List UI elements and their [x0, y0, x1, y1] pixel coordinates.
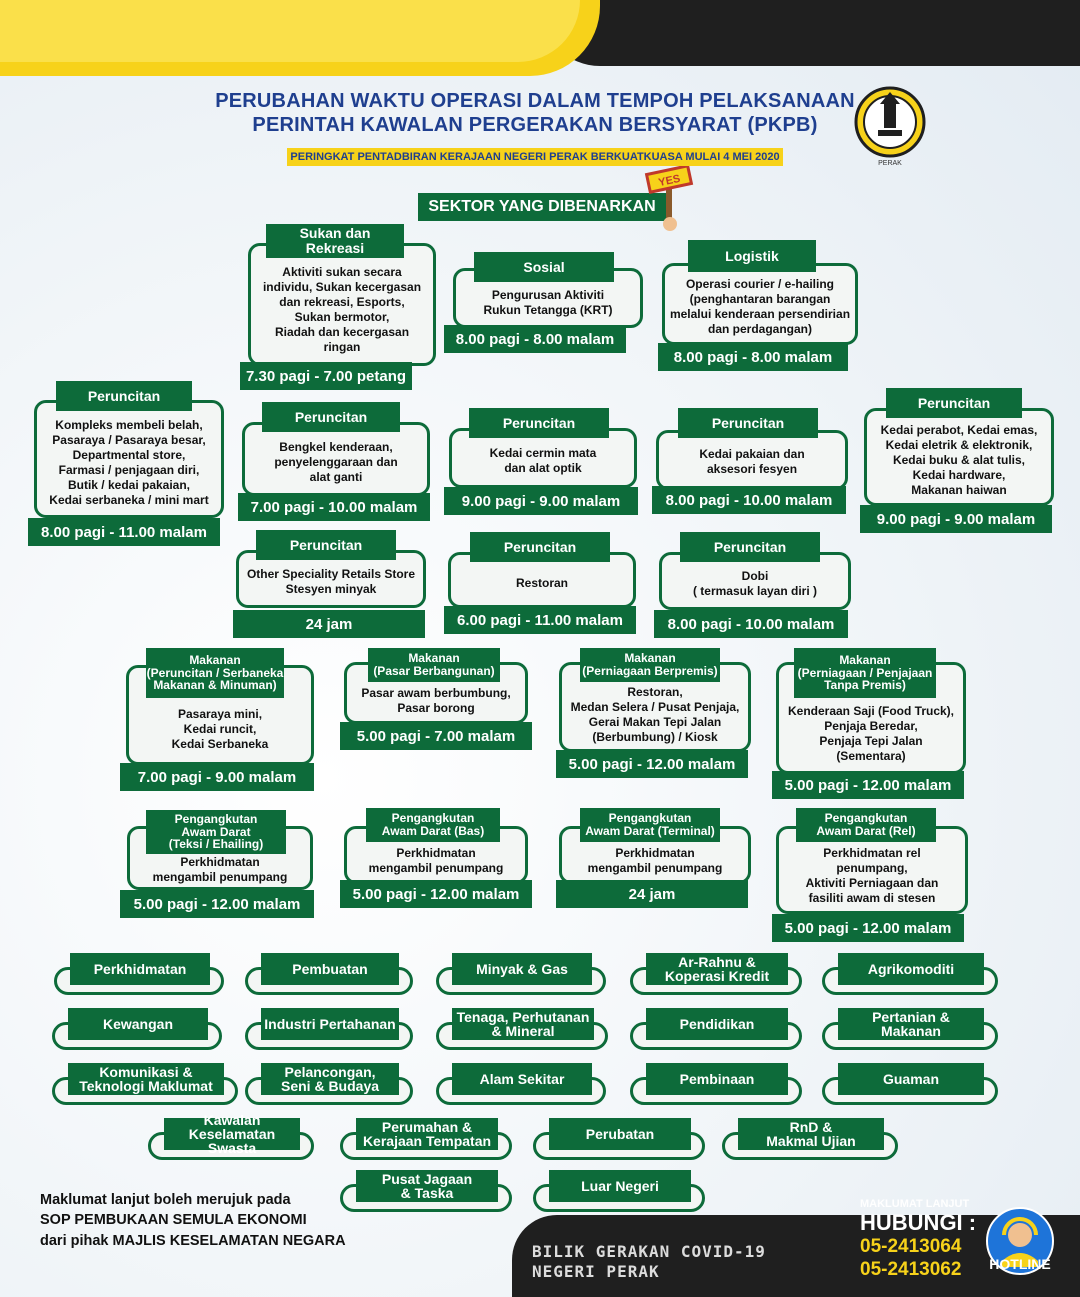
- contact-label-small: MAKLUMAT LANJUT: [860, 1198, 970, 1210]
- card-operating-hours: 5.00 pagi - 12.00 malam: [120, 890, 314, 918]
- sector-item-label: Kawalan Keselamatan Swasta: [164, 1118, 300, 1150]
- sector-item-label: Agrikomoditi: [838, 953, 984, 985]
- card-operating-hours: 7.00 pagi - 10.00 malam: [238, 493, 430, 521]
- card-category-title: Peruncitan: [56, 381, 192, 411]
- sector-item-label: Pembinaan: [646, 1063, 788, 1095]
- sector-item-label: Minyak & Gas: [452, 953, 592, 985]
- card-premises-list: Kedai pakaian dan aksesori fesyen: [699, 447, 805, 476]
- sector-item: [630, 1008, 802, 1050]
- card-premises-list: Restoran: [515, 575, 568, 590]
- sector-item: [533, 1170, 705, 1212]
- card-operating-hours: 7.30 pagi - 7.00 petang: [240, 362, 412, 390]
- card-category-title: Makanan (Perniagaan / Penjajaan Tanpa Premis): [794, 648, 936, 698]
- card-operating-hours: 5.00 pagi - 12.00 malam: [772, 771, 964, 799]
- sector-item: [245, 953, 413, 995]
- card-category-title: Pengangkutan Awam Darat (Bas): [366, 808, 500, 842]
- sop-note-line-2: SOP PEMBUKAAN SEMULA EKONOMI: [40, 1212, 307, 1229]
- card-category-title: Pengangkutan Awam Darat (Rel): [796, 808, 936, 842]
- card-category-title: Pengangkutan Awam Darat (Teksi / Ehailing): [146, 810, 286, 854]
- card-operating-hours: 7.00 pagi - 9.00 malam: [120, 763, 314, 791]
- card-operating-hours: 5.00 pagi - 12.00 malam: [772, 914, 964, 942]
- yes-sign-text: YES: [657, 172, 682, 190]
- card-operating-hours: 9.00 pagi - 9.00 malam: [444, 487, 638, 515]
- sector-item: [52, 1008, 222, 1050]
- card-operating-hours: 8.00 pagi - 10.00 malam: [654, 610, 848, 638]
- sector-item-label: Guaman: [838, 1063, 984, 1095]
- hotline-headset-icon: [982, 1205, 1058, 1285]
- card-premises-list: Kenderaan Saji (Food Truck), Penjaja Beredar, Penjaja Tepi Jalan (Sementara): [787, 704, 955, 763]
- card-premises-list: Aktiviti sukan secara individu, Sukan kecergasan dan rekreasi, Esports, Sukan bermotor, Riadah dan kecergasan ringan: [262, 265, 422, 354]
- hotline-label: HOTLINE: [989, 1256, 1051, 1272]
- card-operating-hours: 6.00 pagi - 11.00 malam: [444, 606, 636, 634]
- sector-item: [722, 1118, 898, 1160]
- card-premises-list: Perkhidmatan mengambil penumpang: [152, 855, 288, 884]
- sector-item-label: Pendidikan: [646, 1008, 788, 1040]
- card-category-title: Sukan dan Rekreasi: [266, 224, 404, 258]
- card-premises-list: Pasaraya mini, Kedai runcit, Kedai Serbaneka: [171, 707, 269, 751]
- sector-item-label: Kewangan: [68, 1008, 208, 1040]
- yes-sign-icon: [644, 166, 694, 232]
- card-premises-list: Pengurusan Aktiviti Rukun Tetangga (KRT): [483, 288, 613, 317]
- sector-item: [245, 1008, 413, 1050]
- sector-item-label: Pelancongan, Seni & Budaya: [261, 1063, 399, 1095]
- sector-item-label: Alam Sekitar: [452, 1063, 592, 1095]
- card-category-title: Peruncitan: [678, 408, 818, 438]
- card-category-title: Peruncitan: [262, 402, 400, 432]
- card-operating-hours: 8.00 pagi - 8.00 malam: [658, 343, 848, 371]
- sector-item-label: Ar-Rahnu & Koperasi Kredit: [646, 953, 788, 985]
- card-premises-list: Perkhidmatan mengambil penumpang: [368, 846, 504, 875]
- operations-room: [532, 1242, 766, 1282]
- card-operating-hours: 8.00 pagi - 10.00 malam: [652, 486, 846, 514]
- perak-crest-logo: [850, 84, 930, 168]
- card-premises-list: Restoran, Medan Selera / Pusat Penjaja, Gerai Makan Tepi Jalan (Berbumbung) / Kiosk: [570, 685, 740, 744]
- card-category-title: Sosial: [474, 252, 614, 282]
- sector-item-label: Luar Negeri: [549, 1170, 691, 1202]
- card-premises-list: Operasi courier / e-hailing (penghantaran barangan melalui kenderaan persendirian dan perdagangan): [669, 276, 851, 336]
- card-category-title: Logistik: [688, 240, 816, 272]
- sop-note-line-3: dari pihak MAJLIS KESELAMATAN NEGARA: [40, 1232, 346, 1249]
- sector-item: [148, 1112, 314, 1160]
- card-category-title: Peruncitan: [469, 408, 609, 438]
- sector-item-label: Pembuatan: [261, 953, 399, 985]
- card-category-title: Peruncitan: [680, 532, 820, 562]
- card-premises-list: Kedai cermin mata dan alat optik: [489, 446, 597, 475]
- sector-item-label: Industri Pertahanan: [261, 1008, 399, 1040]
- sector-item: [52, 1063, 238, 1105]
- sector-item: [630, 953, 802, 995]
- card-premises-list: Perkhidmatan rel penumpang, Aktiviti Perniagaan dan fasiliti awam di stesen: [805, 846, 939, 905]
- sector-item-label: Perkhidmatan: [70, 953, 210, 985]
- sector-item: [822, 1008, 998, 1050]
- card-category-title: Makanan (Pasar Berbangunan): [368, 648, 500, 682]
- sector-item: [533, 1118, 705, 1160]
- sop-note-line-1: Maklumat lanjut boleh merujuk pada: [40, 1192, 291, 1208]
- sector-item: [340, 1118, 512, 1160]
- sector-item-label: Tenaga, Perhutanan & Mineral: [452, 1008, 594, 1040]
- card-operating-hours: 24 jam: [233, 610, 425, 638]
- sector-item: [436, 953, 606, 995]
- card-operating-hours: 5.00 pagi - 12.00 malam: [556, 750, 748, 778]
- sector-item: [436, 1063, 606, 1105]
- card-operating-hours: 9.00 pagi - 9.00 malam: [860, 505, 1052, 533]
- sector-item: [822, 1063, 998, 1105]
- card-premises-list: Dobi ( termasuk layan diri ): [692, 569, 818, 598]
- card-operating-hours: 8.00 pagi - 11.00 malam: [28, 518, 220, 546]
- card-category-title: Peruncitan: [256, 530, 396, 560]
- sector-item: [245, 1063, 413, 1105]
- sector-item-label: RnD & Makmal Ujian: [738, 1118, 884, 1150]
- title-line-2: PERINTAH KAWALAN PERGERAKAN BERSYARAT (PKPB): [252, 114, 818, 136]
- card-category-title: Pengangkutan Awam Darat (Terminal): [580, 808, 720, 842]
- card-category-title: Peruncitan: [886, 388, 1022, 418]
- title-line-1: PERUBAHAN WAKTU OPERASI DALAM TEMPOH PELAKSANAAN: [215, 90, 855, 112]
- card-premises-list: Bengkel kenderaan, penyelenggaraan dan alat ganti: [274, 439, 398, 484]
- card-premises-list: Kedai perabot, Kedai emas, Kedai eletrik & elektronik, Kedai buku & alat tulis, Kedai hardware, Makanan haiwan: [880, 422, 1038, 497]
- card-premises-list: Pasar awam berbumbung, Pasar borong: [361, 686, 511, 715]
- allowed-sectors-heading: SEKTOR YANG DIBENARKAN: [418, 193, 666, 221]
- sector-item: [436, 1008, 608, 1050]
- sector-item-label: Komunikasi & Teknologi Maklumat: [68, 1063, 224, 1095]
- subtitle-bar: PERINGKAT PENTADBIRAN KERAJAAN NEGERI PERAK BERKUATKUASA MULAI 4 MEI 2020: [287, 148, 783, 166]
- sop-note: [40, 1190, 370, 1251]
- sector-item-label: Perubatan: [549, 1118, 691, 1150]
- card-category-title: Makanan (Peruncitan / Serbaneka Makanan & Minuman): [146, 648, 284, 698]
- phone-number-2: 05-2413062: [860, 1259, 962, 1280]
- operations-room-line-2: NEGERI PERAK: [532, 1262, 660, 1281]
- phone-number-1: 05-2413064: [860, 1236, 962, 1257]
- card-premises-list: Other Speciality Retails Store Stesyen minyak: [246, 567, 416, 596]
- card-operating-hours: 5.00 pagi - 12.00 malam: [340, 880, 532, 908]
- top-dark-band: [540, 0, 1080, 66]
- card-category-title: Makanan (Perniagaan Berpremis): [580, 648, 720, 682]
- sector-item-label: Pusat Jagaan & Taska: [356, 1170, 498, 1202]
- card-operating-hours: 24 jam: [556, 880, 748, 908]
- sector-item: [630, 1063, 802, 1105]
- card-operating-hours: 8.00 pagi - 8.00 malam: [444, 325, 626, 353]
- card-premises-list: Kompleks membeli belah, Pasaraya / Pasaraya besar, Departmental store, Farmasi / penjagaan diri, Butik / kedai pakaian, Kedai serbaneka / mini mart: [49, 417, 209, 507]
- card-premises-list: Perkhidmatan mengambil penumpang: [587, 846, 723, 875]
- card-category-title: Peruncitan: [470, 532, 610, 562]
- card-operating-hours: 5.00 pagi - 7.00 malam: [340, 722, 532, 750]
- sector-item: [54, 953, 224, 995]
- top-yellow-band-highlight: [0, 0, 580, 62]
- operations-room-line-1: BILIK GERAKAN COVID-19: [532, 1242, 766, 1261]
- sector-item-label: Perumahan & Kerajaan Tempatan: [356, 1118, 498, 1150]
- crest-label: PERAK: [878, 160, 902, 167]
- sector-item-label: Pertanian & Makanan: [838, 1008, 984, 1040]
- sector-item: [822, 953, 998, 995]
- contact-label-big: HUBUNGI :: [860, 1210, 977, 1235]
